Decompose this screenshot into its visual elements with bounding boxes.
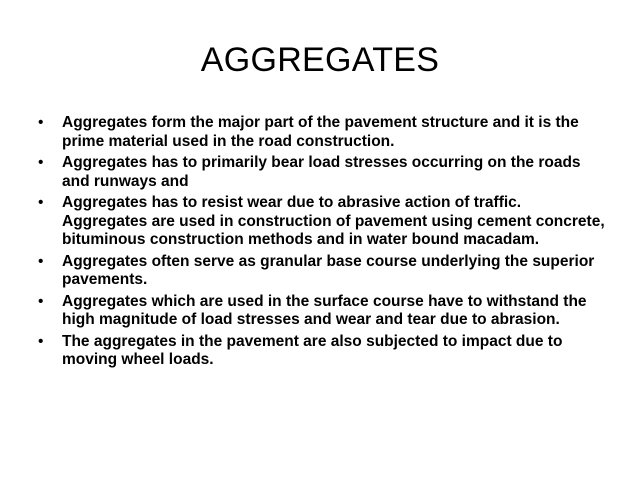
bullet-icon: • bbox=[38, 252, 44, 270]
bullet-text: Aggregates has to primarily bear load stresses occurring on the roads and runways and bbox=[62, 154, 581, 190]
bullet-icon: • bbox=[38, 332, 44, 350]
bullet-item bbox=[36, 154, 606, 191]
slide-title: AGGREGATES bbox=[200, 41, 440, 79]
bullet-text: Aggregates form the major part of the pavement structure and it is the prime material used in the road construction. bbox=[62, 114, 579, 150]
bullet-icon: • bbox=[38, 154, 44, 171]
bullet-item bbox=[36, 194, 606, 250]
bullet-item bbox=[36, 333, 606, 370]
bullet-icon: • bbox=[38, 292, 44, 310]
bullet-item bbox=[36, 293, 606, 330]
bullet-text: Aggregates which are used in the surface course have to withstand the high magnitude of load stresses and wear and tear due to abrasion. bbox=[62, 292, 587, 328]
bullet-item bbox=[36, 114, 606, 151]
bullet-text: Aggregates often serve as granular base course underlying the superior pavements. bbox=[62, 252, 595, 288]
bullet-list bbox=[36, 114, 606, 373]
bullet-icon: • bbox=[38, 194, 44, 211]
bullet-text: The aggregates in the pavement are also subjected to impact due to moving wheel loads. bbox=[62, 332, 563, 368]
bullet-icon: • bbox=[38, 114, 44, 131]
bullet-text: Aggregates has to resist wear due to abrasive action of traffic. Aggregates are used in construction of pavement using cement concrete, bituminous construction methods and in water bound macadam. bbox=[62, 194, 605, 248]
bullet-item bbox=[36, 253, 606, 290]
